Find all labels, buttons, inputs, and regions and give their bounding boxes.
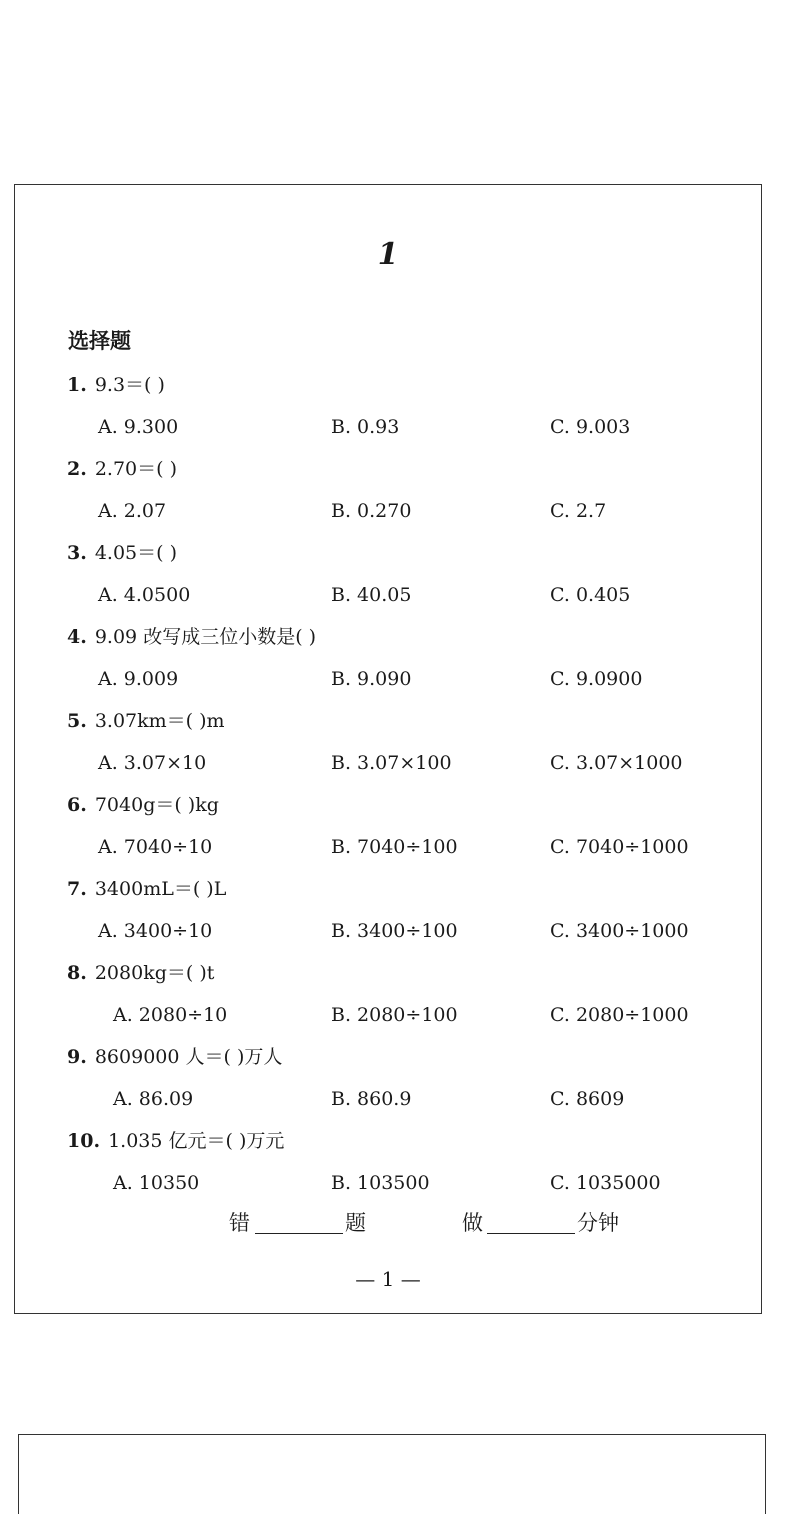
options-3 — [15, 581, 761, 609]
option-a[interactable]: A. 2080÷10 — [113, 1004, 228, 1026]
wrong-unit: 题 — [345, 1211, 366, 1235]
options-1 — [15, 413, 761, 441]
question-number: 3. — [67, 542, 87, 564]
time-label: 做 — [462, 1211, 483, 1235]
option-c[interactable]: C. 3.07×1000 — [550, 752, 683, 774]
option-a[interactable]: A. 4.0500 — [98, 584, 191, 606]
question-stem: 9.3＝( ) — [94, 374, 165, 396]
question-stem: 4.05＝( ) — [94, 542, 178, 564]
worksheet-page — [14, 184, 762, 1314]
option-b[interactable]: B. 40.05 — [331, 584, 412, 606]
option-c[interactable]: C. 9.0900 — [550, 668, 643, 690]
option-c[interactable]: C. 2080÷1000 — [550, 1004, 689, 1026]
question-stem: 8609000 人＝( )万人 — [94, 1046, 283, 1068]
question-3 — [67, 539, 177, 567]
option-a[interactable]: A. 10350 — [113, 1172, 200, 1194]
option-a[interactable]: A. 86.09 — [113, 1088, 194, 1110]
option-b[interactable]: B. 860.9 — [331, 1088, 412, 1110]
question-1 — [67, 371, 165, 399]
question-stem: 2.70＝( ) — [94, 458, 178, 480]
question-number: 2. — [67, 458, 87, 480]
option-c[interactable]: C. 7040÷1000 — [550, 836, 689, 858]
question-2 — [67, 455, 177, 483]
time-unit: 分钟 — [577, 1211, 619, 1235]
question-stem: 1.035 亿元＝( )万元 — [108, 1130, 285, 1152]
question-6 — [67, 791, 219, 819]
option-b[interactable]: B. 0.93 — [331, 416, 400, 438]
score-footer — [15, 1207, 761, 1237]
question-number: 8. — [67, 962, 87, 984]
time-blank[interactable] — [487, 1233, 575, 1234]
page-footer-number: — 1 — — [355, 1267, 421, 1291]
options-7 — [15, 917, 761, 945]
option-b[interactable]: B. 9.090 — [331, 668, 412, 690]
question-number: 5. — [67, 710, 87, 732]
option-c[interactable]: C. 2.7 — [550, 500, 607, 522]
question-number: 10. — [67, 1130, 101, 1152]
options-2 — [15, 497, 761, 525]
question-stem: 3400mL＝( )L — [94, 878, 227, 900]
option-b[interactable]: B. 103500 — [331, 1172, 430, 1194]
option-b[interactable]: B. 7040÷100 — [331, 836, 458, 858]
question-number: 4. — [67, 626, 87, 648]
question-8 — [67, 959, 214, 987]
question-stem: 3.07km＝( )m — [94, 710, 225, 732]
option-c[interactable]: C. 1035000 — [550, 1172, 661, 1194]
question-number: 7. — [67, 878, 87, 900]
option-c[interactable]: C. 3400÷1000 — [550, 920, 689, 942]
next-page-box — [18, 1434, 766, 1514]
question-number: 9. — [67, 1046, 87, 1068]
option-c[interactable]: C. 8609 — [550, 1088, 625, 1110]
option-b[interactable]: B. 3.07×100 — [331, 752, 452, 774]
wrong-label: 错 — [229, 1211, 250, 1235]
question-9 — [67, 1043, 282, 1071]
options-4 — [15, 665, 761, 693]
options-6 — [15, 833, 761, 861]
option-a[interactable]: A. 3400÷10 — [98, 920, 213, 942]
question-stem: 2080kg＝( )t — [94, 962, 215, 984]
option-a[interactable]: A. 3.07×10 — [98, 752, 207, 774]
options-8 — [15, 1001, 761, 1029]
option-b[interactable]: B. 2080÷100 — [331, 1004, 458, 1026]
option-a[interactable]: A. 9.009 — [98, 668, 179, 690]
question-5 — [67, 707, 225, 735]
option-b[interactable]: B. 0.270 — [331, 500, 412, 522]
question-number: 6. — [67, 794, 87, 816]
question-number: 1. — [67, 374, 87, 396]
options-10 — [15, 1169, 761, 1197]
page-number: 1 — [377, 237, 399, 272]
options-9 — [15, 1085, 761, 1113]
option-a[interactable]: A. 2.07 — [98, 500, 167, 522]
section-title: 选择题 — [68, 329, 131, 353]
question-10 — [67, 1127, 284, 1155]
option-a[interactable]: A. 9.300 — [98, 416, 179, 438]
option-a[interactable]: A. 7040÷10 — [98, 836, 213, 858]
wrong-count-blank[interactable] — [255, 1233, 343, 1234]
question-4 — [67, 623, 316, 651]
question-7 — [67, 875, 226, 903]
question-stem: 9.09 改写成三位小数是( ) — [94, 626, 317, 648]
option-c[interactable]: C. 9.003 — [550, 416, 631, 438]
option-b[interactable]: B. 3400÷100 — [331, 920, 458, 942]
question-stem: 7040g＝( )kg — [94, 794, 219, 816]
options-5 — [15, 749, 761, 777]
option-c[interactable]: C. 0.405 — [550, 584, 631, 606]
